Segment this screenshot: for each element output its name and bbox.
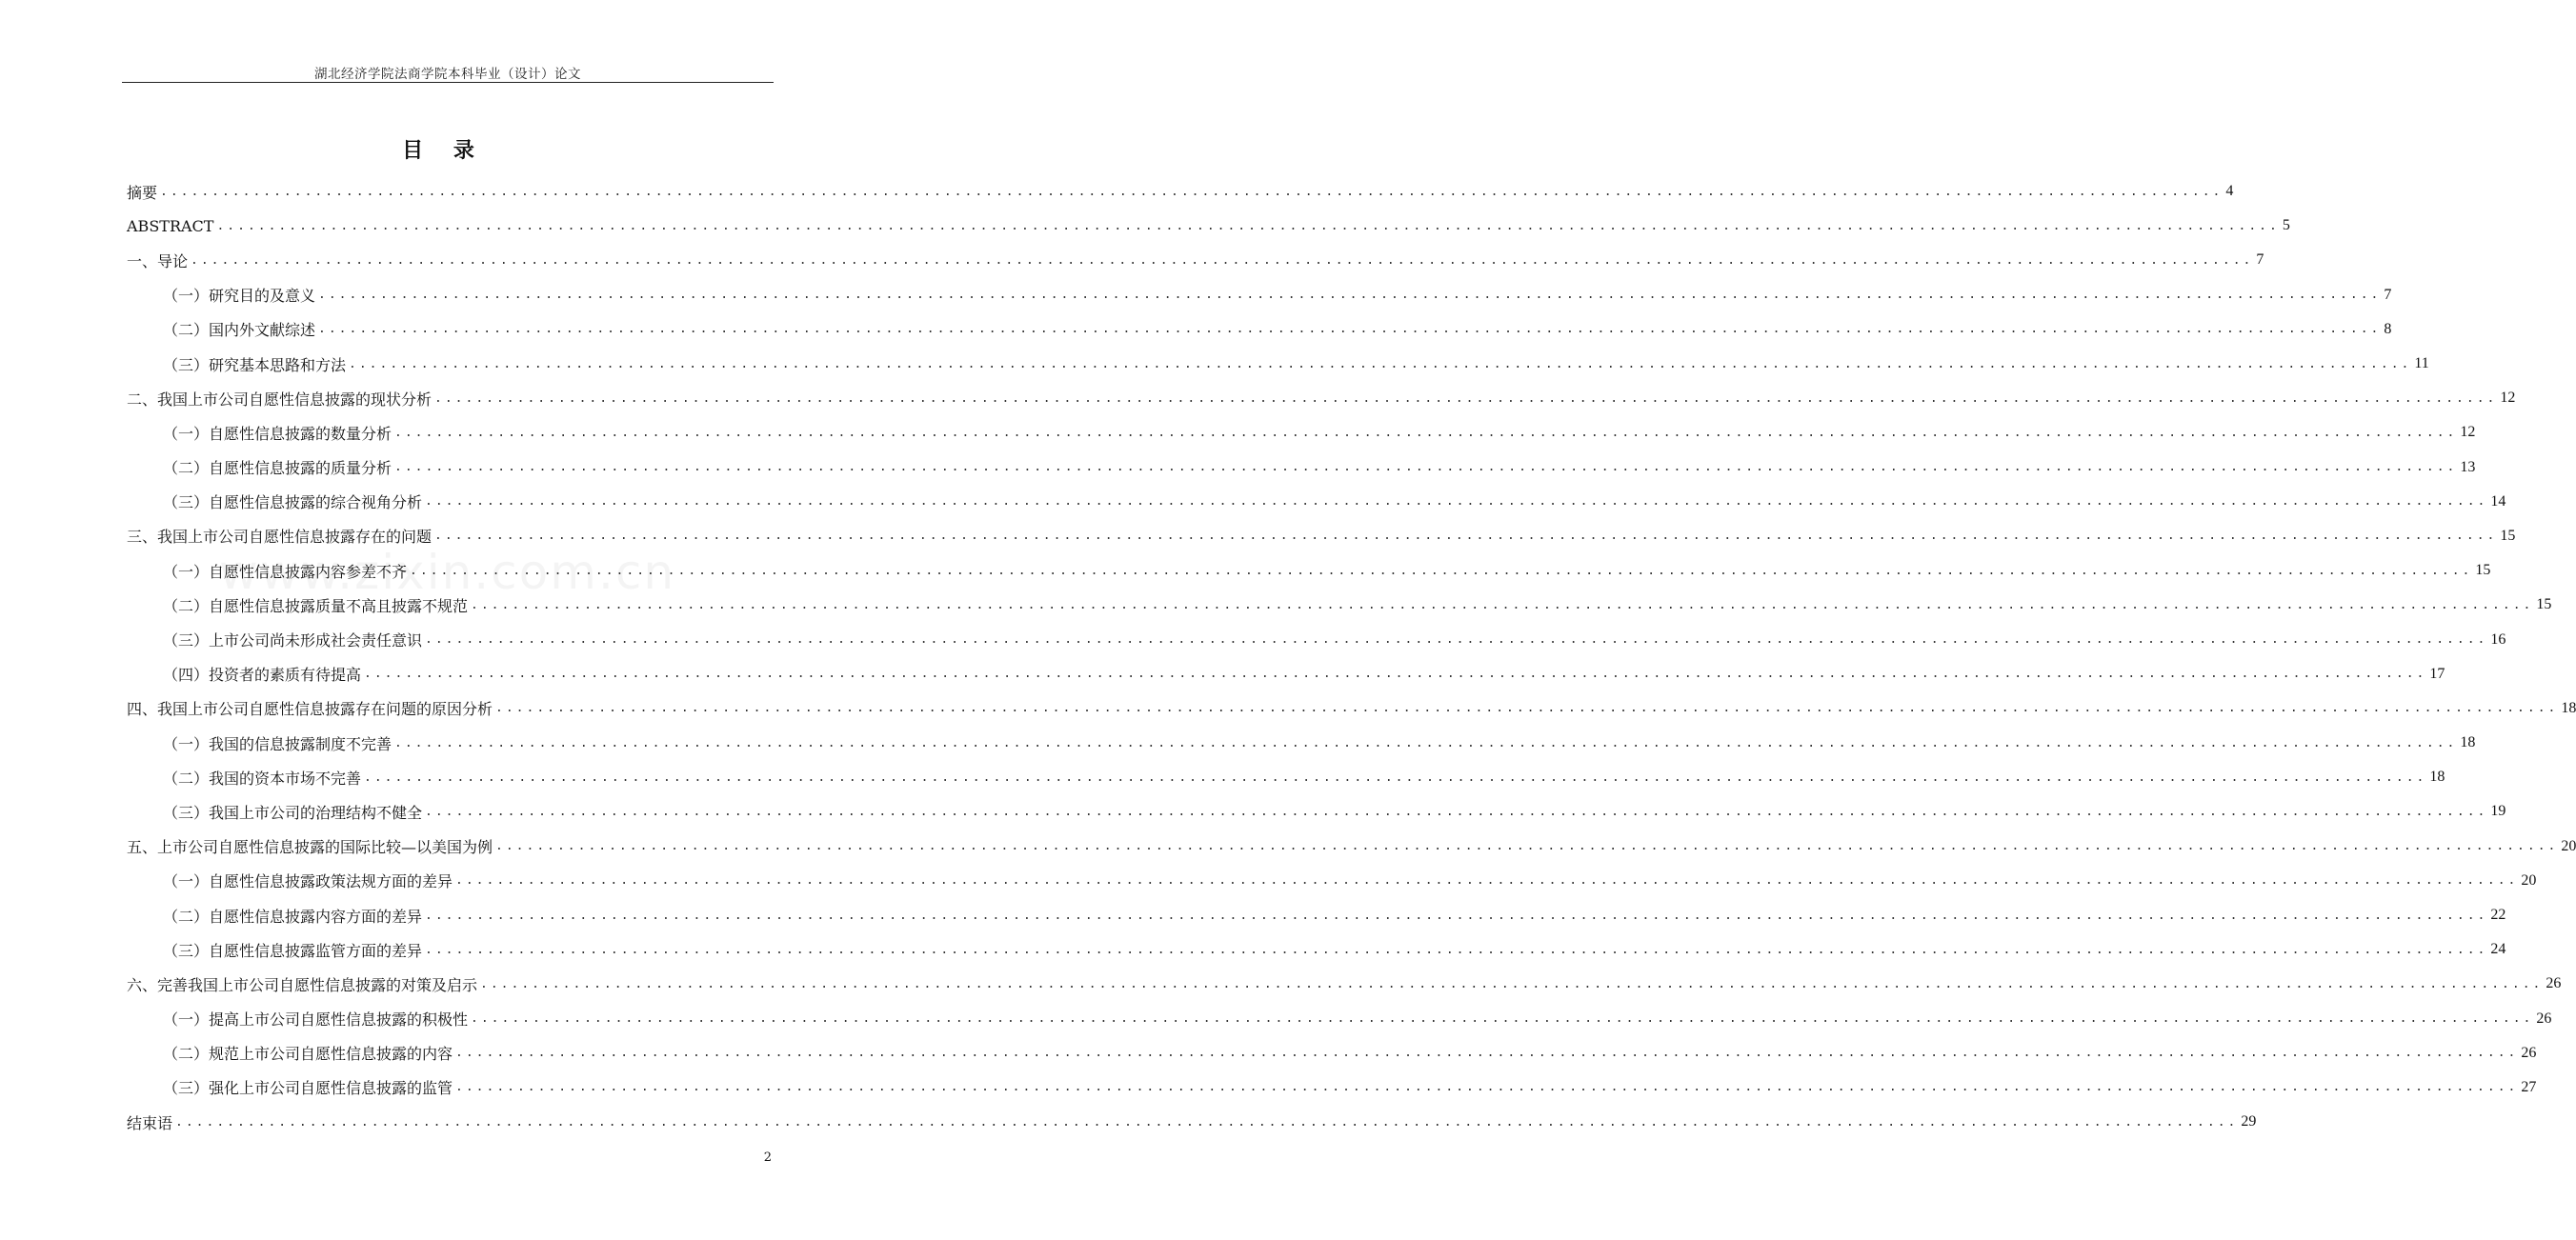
toc-dot-leader: ........................................................................................................................................................................................................ — [191, 252, 2254, 268]
toc-entry[interactable] — [127, 209, 2290, 243]
toc-entry[interactable] — [127, 450, 2476, 485]
toc-dot-leader: ........................................................................................................................................................................................................ — [364, 667, 2427, 682]
toc-dot-leader: ........................................................................................................................................................................................................ — [455, 1080, 2519, 1095]
toc-dot-leader: ........................................................................................................................................................................................................ — [394, 460, 2458, 475]
toc-entry-page: 24 — [2490, 941, 2506, 958]
toc-dot-leader: ........................................................................................................................................................................................................ — [434, 529, 2498, 544]
toc-entry-page: 16 — [2490, 630, 2506, 648]
toc-entry-label: （二）自愿性信息披露的质量分析 — [163, 459, 392, 478]
toc-entry-label: 一、导论 — [127, 251, 189, 270]
toc-dot-leader: ........................................................................................................................................................................................................ — [425, 632, 2488, 648]
toc-entry[interactable] — [127, 243, 2264, 277]
toc-entry-label: （一）自愿性信息披露政策法规方面的差异 — [163, 872, 453, 891]
toc-entry-label: （一）提高上市公司自愿性信息披露的积极性 — [163, 1010, 469, 1030]
toc-entry-page: 22 — [2490, 907, 2506, 924]
toc-dot-leader: ........................................................................................................................................................................................................ — [434, 390, 2498, 406]
toc-entry-page: 13 — [2460, 458, 2476, 475]
toc-entry-page: 26 — [2521, 1044, 2537, 1061]
toc-dot-leader: ........................................................................................................................................................................................................ — [318, 322, 2382, 337]
toc-entry-page: 26 — [2546, 975, 2562, 992]
toc-entry[interactable] — [127, 1036, 2537, 1070]
toc-entry-label: （四）投资者的素质有待提高 — [163, 666, 362, 685]
toc-entry[interactable] — [127, 864, 2537, 898]
toc-entry-label: （一）自愿性信息披露的数量分析 — [163, 424, 392, 443]
toc-entry-label: （二）规范上市公司自愿性信息披露的内容 — [163, 1045, 453, 1064]
toc-entry[interactable] — [127, 967, 2562, 1001]
toc-entry-page: 15 — [2500, 527, 2516, 544]
toc-entry-label: （二）自愿性信息披露质量不高且披露不规范 — [163, 596, 469, 615]
toc-dot-leader: ........................................................................................................................................................................................................ — [160, 184, 2224, 199]
toc-dot-leader: ........................................................................................................................................................................................................ — [471, 597, 2534, 612]
toc-dot-leader: ........................................................................................................................................................................................................ — [425, 908, 2488, 923]
toc-dot-leader: ........................................................................................................................................................................................................ — [425, 494, 2488, 510]
toc-dot-leader: ........................................................................................................................................................................................................ — [175, 1114, 2239, 1130]
toc-entry[interactable] — [127, 485, 2506, 519]
toc-entry-label: 六、完善我国上市公司自愿性信息披露的对策及启示 — [127, 975, 478, 994]
toc-entry-page: 19 — [2490, 803, 2506, 820]
toc-entry-page: 5 — [2282, 217, 2290, 234]
toc-entry[interactable] — [127, 830, 2576, 864]
toc-entry-page: 11 — [2414, 355, 2429, 372]
toc-entry-page: 14 — [2490, 492, 2506, 510]
toc-dot-leader: ........................................................................................................................................................................................................ — [480, 976, 2544, 991]
toc-entry[interactable] — [127, 898, 2506, 932]
toc-entry-page: 20 — [2561, 837, 2576, 854]
toc-entry[interactable] — [127, 760, 2445, 794]
toc-entry[interactable] — [127, 381, 2516, 415]
toc-entry-page: 26 — [2536, 1010, 2552, 1027]
toc-entry-label: 结束语 — [127, 1113, 173, 1132]
watermark — [219, 545, 657, 600]
toc-entry-label: ABSTRACT — [127, 216, 214, 235]
toc-dot-leader: ........................................................................................................................................................................................................ — [364, 770, 2427, 785]
toc-entry[interactable] — [127, 347, 2429, 381]
toc-entry[interactable] — [127, 932, 2506, 967]
toc-entry-page: 15 — [2536, 596, 2552, 613]
toc-dot-leader: ........................................................................................................................................................................................................ — [425, 804, 2488, 819]
toc-entry-label: （一）研究目的及意义 — [163, 287, 316, 306]
toc-entry-page: 4 — [2225, 183, 2234, 200]
toc-entry-label: （二）我国的资本市场不完善 — [163, 769, 362, 788]
toc-title: 目 录 — [402, 139, 486, 163]
toc-dot-leader: ........................................................................................................................................................................................................ — [455, 1046, 2519, 1061]
toc-entry[interactable] — [127, 726, 2476, 760]
header-rule — [122, 82, 774, 83]
toc-dot-leader: ........................................................................................................................................................................................................ — [495, 839, 2559, 854]
toc-entry[interactable] — [127, 622, 2506, 656]
toc-entry-label: （一）自愿性信息披露内容参差不齐 — [163, 562, 408, 581]
toc-dot-leader: ........................................................................................................................................................................................................ — [349, 356, 2412, 371]
toc-entry-page: 12 — [2500, 390, 2516, 407]
toc-entry-page: 12 — [2460, 424, 2476, 441]
toc-entry[interactable] — [127, 415, 2476, 450]
toc-entry-page: 18 — [2429, 769, 2445, 786]
toc-entry-label: （三）自愿性信息披露的综合视角分析 — [163, 493, 423, 512]
toc-entry[interactable] — [127, 312, 2392, 347]
toc-entry-page: 7 — [2256, 251, 2264, 269]
toc-dot-leader: ........................................................................................................................................................................................................ — [394, 425, 2458, 440]
toc-entry-label: 四、我国上市公司自愿性信息披露存在问题的原因分析 — [127, 700, 493, 719]
toc-entry-label: （三）我国上市公司的治理结构不健全 — [163, 803, 423, 822]
toc-entry-label: （三）研究基本思路和方法 — [163, 355, 347, 374]
running-header: 湖北经济学院法商学院本科毕业（设计）论文 — [314, 67, 581, 82]
toc-entry-page: 18 — [2561, 699, 2576, 716]
toc-entry-label: 三、我国上市公司自愿性信息披露存在的问题 — [127, 528, 433, 547]
page-number: 2 — [763, 1150, 772, 1165]
toc-entry-page: 17 — [2429, 665, 2445, 682]
toc-entry-label: （三）自愿性信息披露监管方面的差异 — [163, 941, 423, 960]
toc-entry-label: （二）自愿性信息披露内容方面的差异 — [163, 907, 423, 926]
toc-entry[interactable] — [127, 1105, 2257, 1139]
toc-entry[interactable] — [127, 794, 2506, 829]
toc-dot-leader: ........................................................................................................................................................................................................ — [495, 701, 2559, 716]
toc-entry-page: 18 — [2460, 734, 2476, 751]
toc-entry[interactable] — [127, 1070, 2537, 1105]
toc-entry-label: 摘要 — [127, 183, 158, 202]
toc-entry-label: （三）上市公司尚未形成社会责任意识 — [163, 631, 423, 650]
toc-entry-page: 27 — [2521, 1078, 2537, 1095]
toc-entry[interactable] — [127, 657, 2445, 691]
toc-dot-leader: ........................................................................................................................................................................................................ — [410, 563, 2473, 578]
toc-entry-page: 15 — [2475, 562, 2491, 579]
toc-dot-leader: ........................................................................................................................................................................................................ — [216, 218, 2280, 233]
toc-dot-leader: ........................................................................................................................................................................................................ — [455, 873, 2519, 889]
toc-entry-label: （二）国内外文献综述 — [163, 321, 316, 340]
toc-entry-page: 8 — [2384, 320, 2392, 337]
toc-entry-label: （三）强化上市公司自愿性信息披露的监管 — [163, 1079, 453, 1098]
toc-dot-leader: ........................................................................................................................................................................................................ — [394, 735, 2458, 750]
toc-entry-page: 20 — [2521, 871, 2537, 889]
table-of-contents — [127, 174, 2576, 1139]
toc-entry[interactable] — [127, 278, 2392, 312]
toc-dot-leader: ........................................................................................................................................................................................................ — [318, 288, 2382, 303]
toc-entry-label: 二、我国上市公司自愿性信息披露的现状分析 — [127, 390, 433, 409]
toc-dot-leader: ........................................................................................................................................................................................................ — [425, 942, 2488, 957]
toc-entry[interactable] — [127, 174, 2234, 209]
toc-entry[interactable] — [127, 691, 2576, 726]
toc-dot-leader: ........................................................................................................................................................................................................ — [471, 1011, 2534, 1027]
toc-entry-label: （一）我国的信息披露制度不完善 — [163, 734, 392, 753]
toc-entry-label: 五、上市公司自愿性信息披露的国际比较—以美国为例 — [127, 838, 493, 857]
toc-entry-page: 7 — [2384, 286, 2392, 303]
toc-entry[interactable] — [127, 1002, 2552, 1036]
toc-entry-page: 29 — [2241, 1113, 2257, 1130]
